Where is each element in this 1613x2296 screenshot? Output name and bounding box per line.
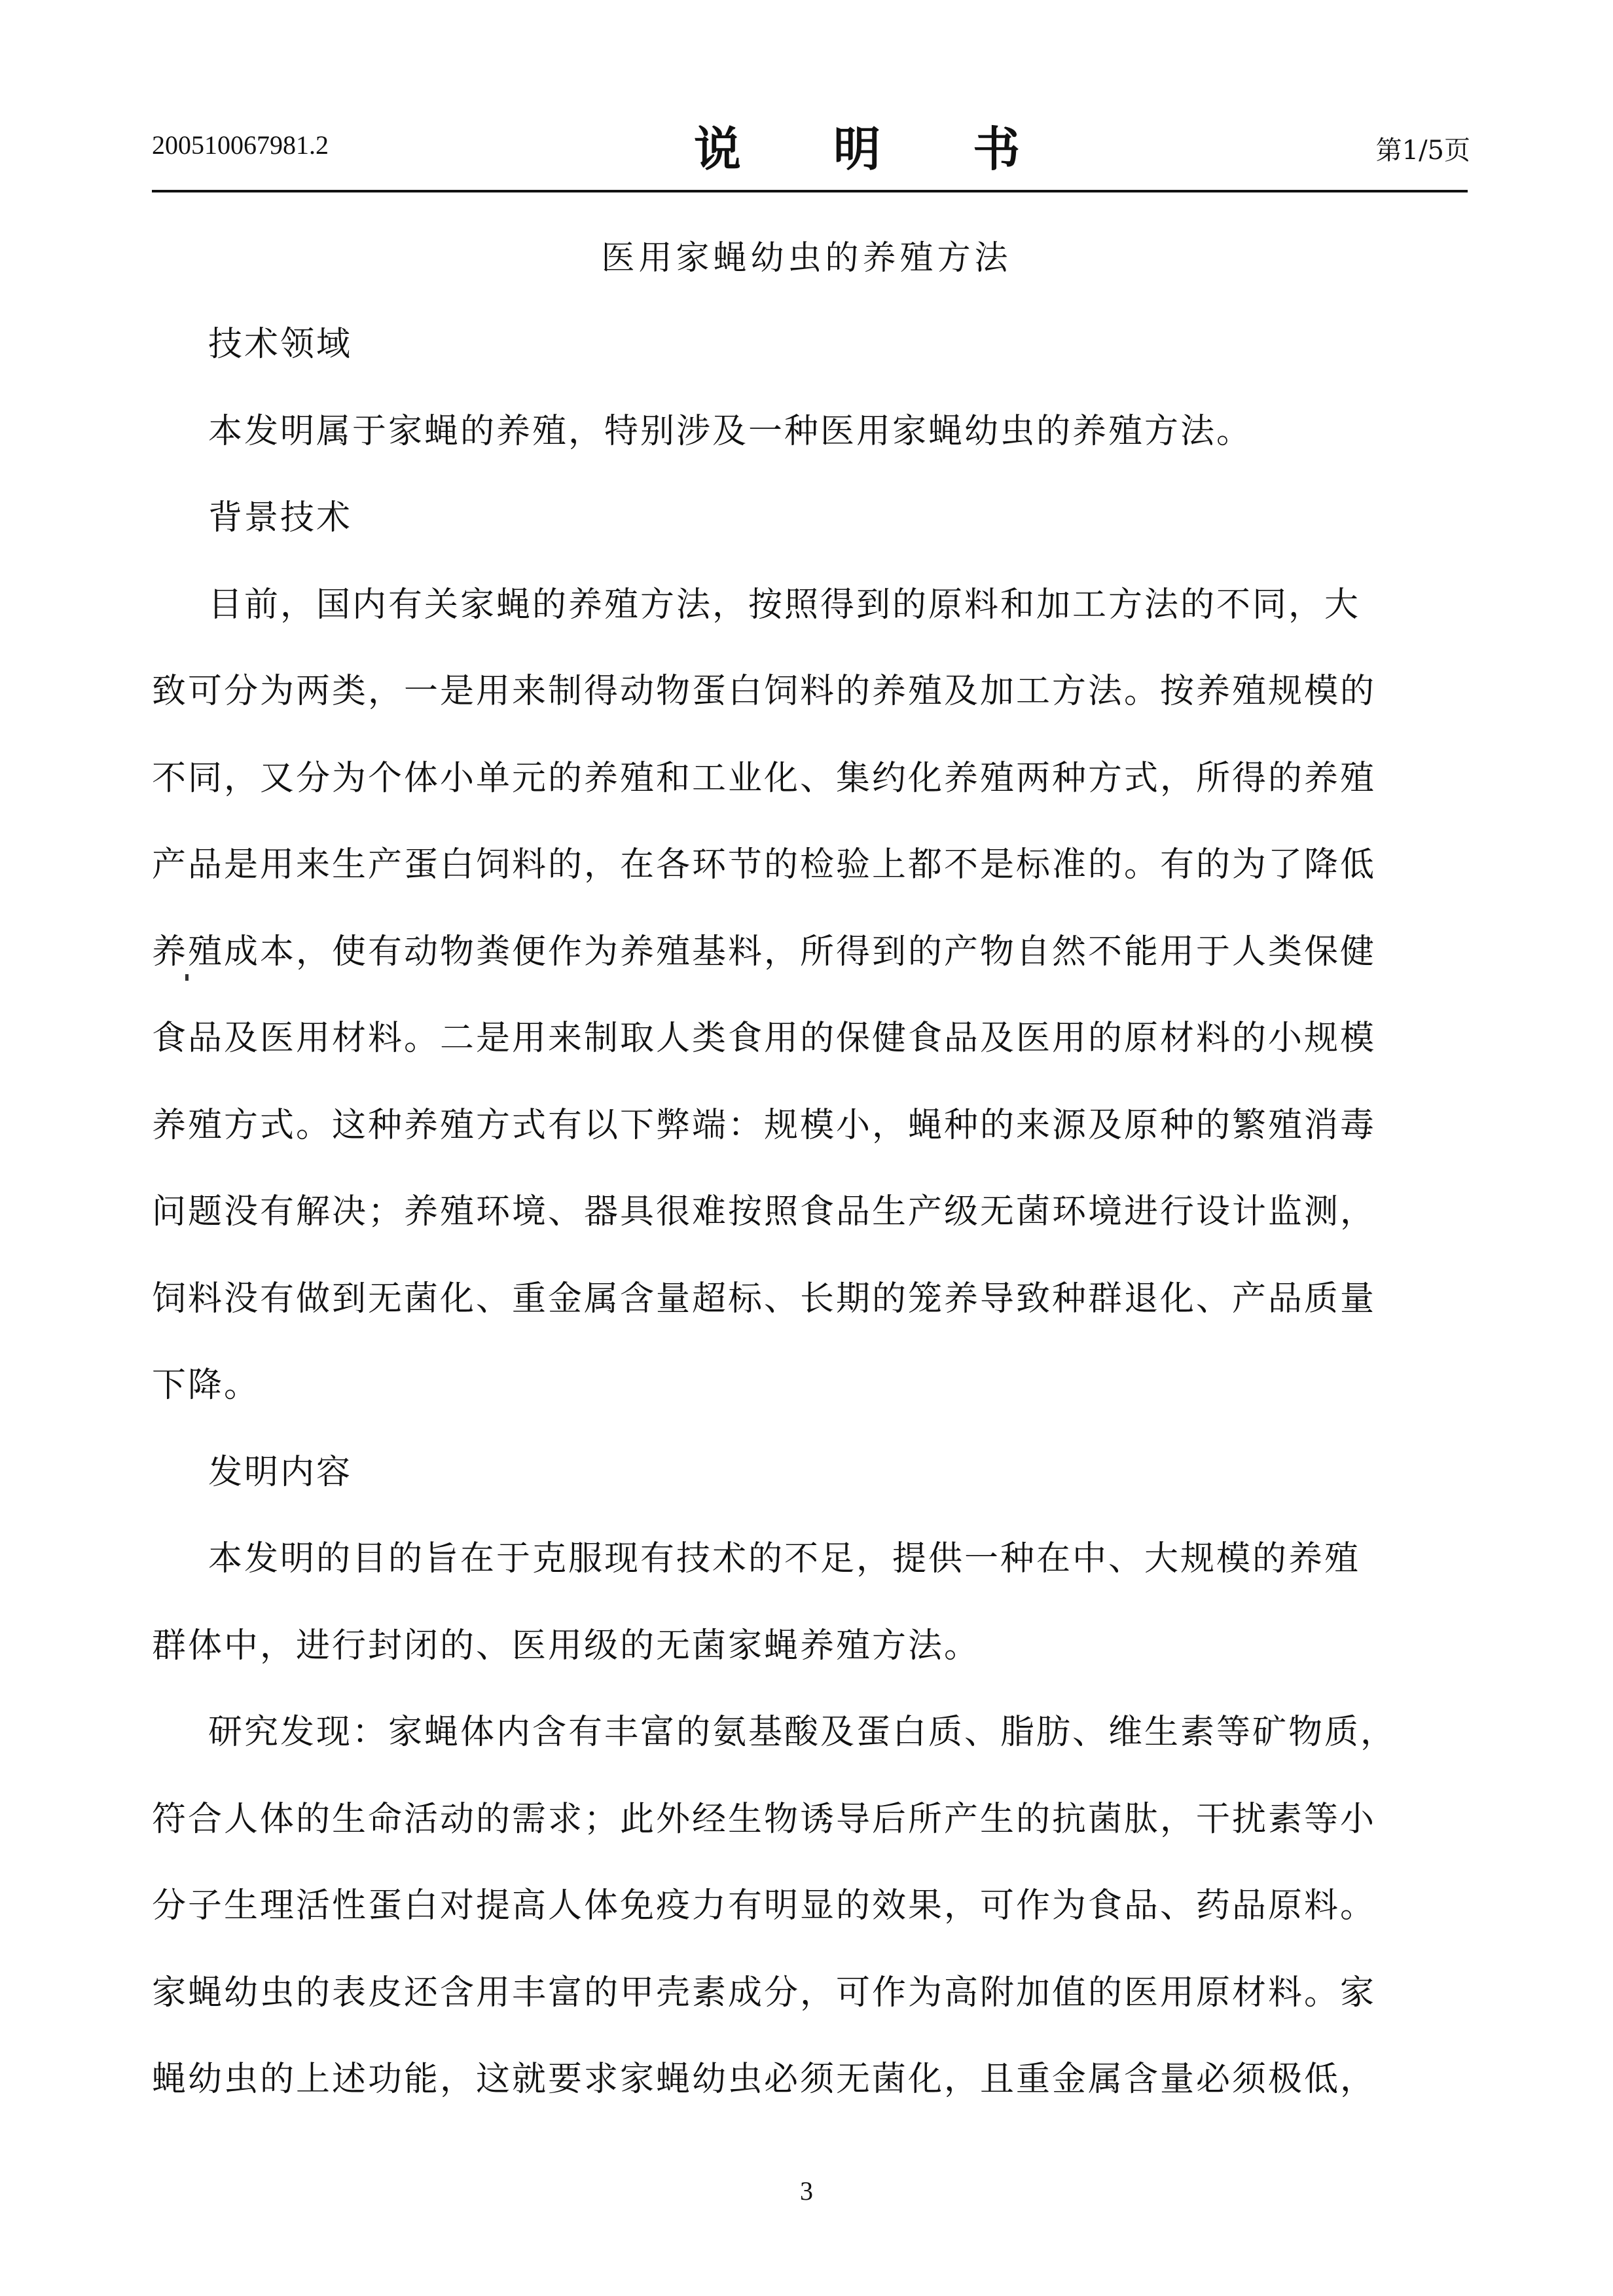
heading-invention-content: 发明内容 (208, 1452, 353, 1492)
paragraph-background (152, 562, 1468, 1429)
header-rule (152, 190, 1468, 192)
text-line: 致可分为两类，一是用来制得动物蛋白饲料的养殖及加工方法。按养殖规模的 (152, 672, 1377, 711)
heading-background: 背景技术 (208, 498, 353, 538)
text-line: 下降。 (152, 1366, 261, 1405)
application-number: 200510067981.2 (152, 130, 329, 160)
heading-technical-field: 技术领域 (208, 325, 353, 364)
text-line: 饲料没有做到无菌化、重金属含量超标、长期的笼养导致种群退化、产品质量 (152, 1279, 1377, 1319)
text-line: 养殖方式。这种养殖方式有以下弊端：规模小，蝇种的来源及原种的繁殖消毒 (152, 1105, 1377, 1145)
body-text (152, 301, 1468, 2123)
invention-title: 医用家蝇幼虫的养殖方法 (601, 239, 1012, 278)
text-line: 研究发现：家蝇体内含有丰富的氨基酸及蛋白质、脂肪、维生素等矿物质， (208, 1713, 1397, 1752)
page-info: 第1/5页 (1375, 136, 1470, 166)
text-line: 分子生理活性蛋白对提高人体免疫力有明显的效果，可作为食品、药品原料。 (152, 1886, 1377, 1925)
paragraph-research (152, 1689, 1468, 2123)
paragraph-technical-field: 本发明属于家蝇的养殖，特别涉及一种医用家蝇幼虫的养殖方法。 (208, 411, 1253, 451)
text-line: 产品是用来生产蛋白饲料的，在各环节的检验上都不是标准的。有的为了降低 (152, 845, 1377, 884)
text-line: 不同，又分为个体小单元的养殖和工业化、集约化养殖两种方式，所得的养殖 (152, 758, 1377, 798)
text-line: 食品及医用材料。二是用来制取人类食用的保健食品及医用的原材料的小规模 (152, 1019, 1377, 1058)
document-title: 说 明 书 (694, 121, 1059, 177)
text-line: 目前，国内有关家蝇的养殖方法，按照得到的原料和加工方法的不同，大 (208, 585, 1361, 625)
text-line: 符合人体的生命活动的需求；此外经生物诱导后所产生的抗菌肽，干扰素等小 (152, 1799, 1377, 1839)
page-number: 3 (800, 2176, 813, 2206)
text-line: 家蝇幼虫的表皮还含用丰富的甲壳素成分，可作为高附加值的医用原材料。家 (152, 1973, 1377, 2013)
text-line: 养殖成本，使有动物粪便作为养殖基料，所得到的产物自然不能用于人类保健 (152, 932, 1377, 972)
paragraph-objective (152, 1516, 1468, 1689)
text-line: 问题没有解决；养殖环境、器具很难按照食品生产级无菌环境进行设计监测， (152, 1192, 1377, 1231)
text-line: 本发明的目的旨在于克服现有技术的不足，提供一种在中、大规模的养殖 (208, 1539, 1361, 1578)
text-line: 群体中，进行封闭的、医用级的无菌家蝇养殖方法。 (152, 1626, 981, 1666)
text-line: 蝇幼虫的上述功能，这就要求家蝇幼虫必须无菌化，且重金属含量必须极低， (152, 2060, 1377, 2099)
